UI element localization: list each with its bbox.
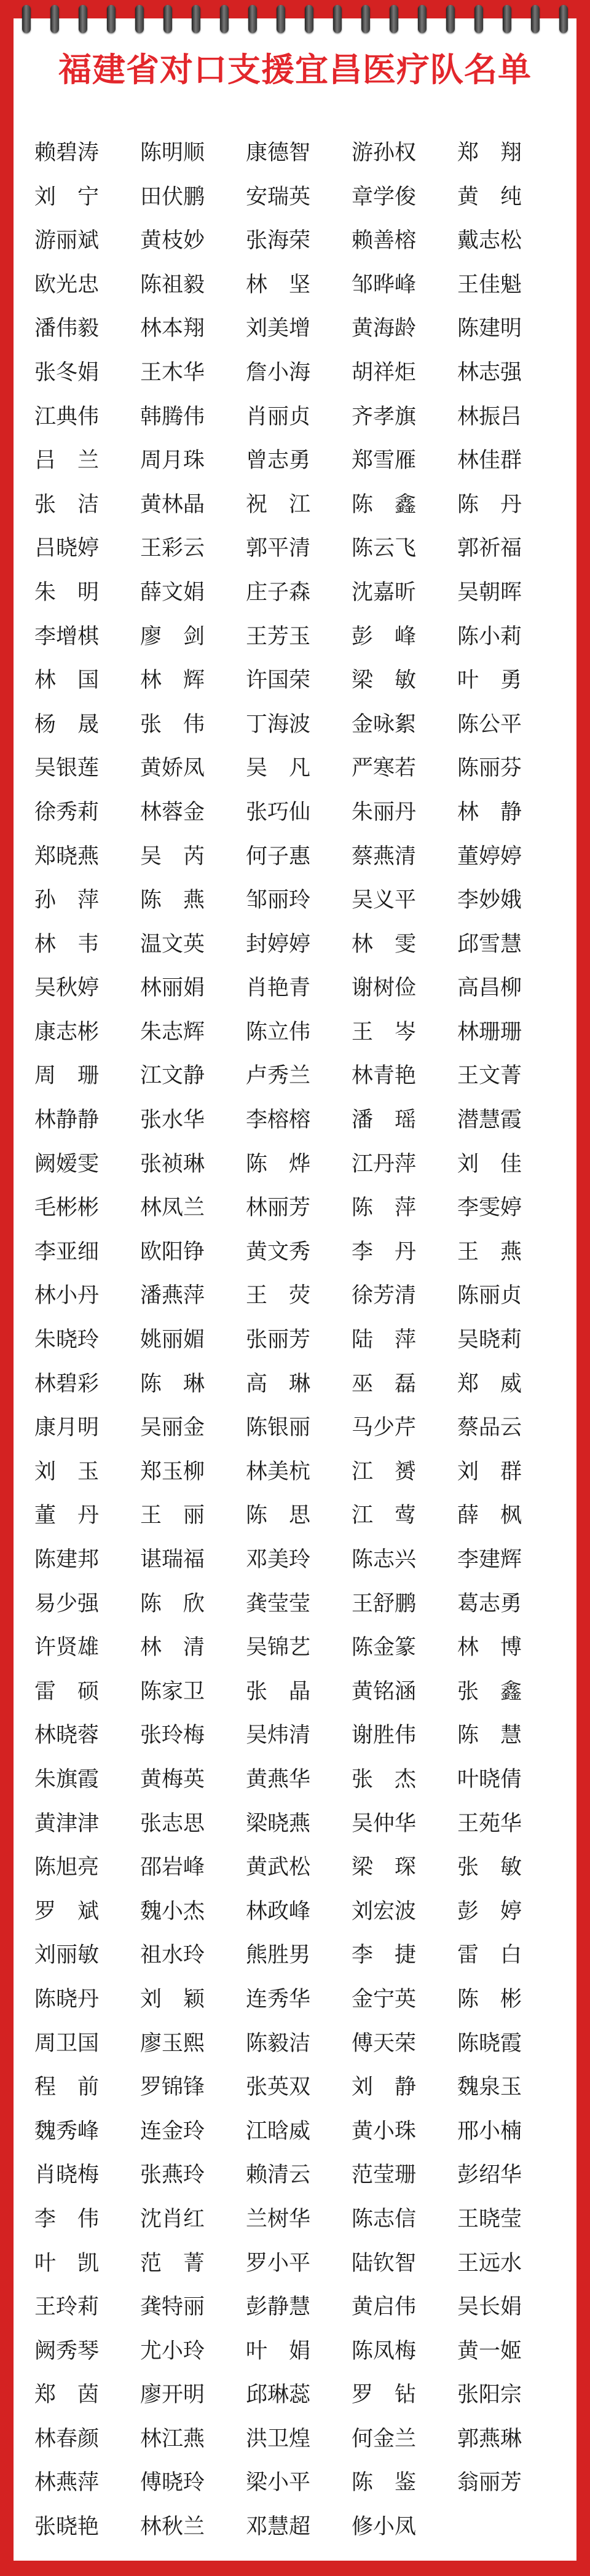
name-entry: 王远水 bbox=[457, 2251, 522, 2276]
name-entry: 陈晓丹 bbox=[34, 1986, 100, 2012]
name-entry: 廖剑 bbox=[140, 624, 227, 649]
name-entry: 张晓艳 bbox=[34, 2515, 100, 2540]
spiral-ring bbox=[248, 5, 257, 33]
name-entry: 周卫国 bbox=[34, 2031, 100, 2056]
name-entry: 杨晟 bbox=[34, 712, 121, 737]
name-entry: 龚特丽 bbox=[140, 2295, 205, 2320]
name-entry: 刘颖 bbox=[140, 1986, 227, 2012]
name-entry: 彭绍华 bbox=[457, 2163, 522, 2188]
name-entry: 吴芮 bbox=[140, 844, 227, 869]
name-entry: 郭祈福 bbox=[457, 536, 522, 561]
name-entry: 欧阳铮 bbox=[140, 1239, 205, 1264]
name-entry: 黄武松 bbox=[246, 1855, 311, 1880]
name-grid bbox=[34, 131, 563, 2550]
name-entry: 陈烨 bbox=[246, 1151, 332, 1177]
name-entry: 陈丽芬 bbox=[457, 756, 522, 781]
name-entry: 张洁 bbox=[34, 492, 121, 517]
name-entry: 范菁 bbox=[140, 2251, 227, 2276]
name-entry: 张水华 bbox=[140, 1108, 205, 1133]
name-entry: 沈肖红 bbox=[140, 2206, 205, 2232]
name-entry: 陈明顺 bbox=[140, 141, 205, 165]
name-entry: 康志彬 bbox=[34, 1019, 100, 1045]
name-list-sheet bbox=[14, 18, 576, 2561]
name-entry: 金宁英 bbox=[352, 1986, 417, 2012]
name-entry: 姚丽媚 bbox=[140, 1328, 205, 1353]
name-entry: 王舒鹏 bbox=[352, 1591, 417, 1616]
name-entry: 林静静 bbox=[34, 1108, 100, 1133]
name-entry: 龚莹莹 bbox=[246, 1591, 311, 1616]
name-entry: 陈鑫 bbox=[352, 492, 438, 517]
name-entry: 李妙娥 bbox=[457, 888, 522, 913]
name-entry: 张巧仙 bbox=[246, 800, 311, 825]
name-entry: 魏小杰 bbox=[140, 1899, 205, 1924]
name-entry: 谢胜伟 bbox=[352, 1723, 417, 1748]
name-entry: 许国荣 bbox=[246, 668, 311, 693]
spiral-ring bbox=[361, 5, 370, 33]
name-entry: 叶娟 bbox=[246, 2338, 332, 2364]
name-entry: 陈金篆 bbox=[352, 1635, 417, 1660]
name-entry: 雷硕 bbox=[34, 1679, 121, 1704]
name-entry: 毛彬彬 bbox=[34, 1196, 100, 1221]
name-entry: 赖碧涛 bbox=[34, 141, 100, 165]
spiral-ring bbox=[474, 5, 483, 33]
name-entry: 梁晓燕 bbox=[246, 1811, 311, 1836]
name-entry: 彭婷 bbox=[457, 1899, 544, 1924]
name-entry: 游孙权 bbox=[352, 141, 417, 165]
name-entry: 薛枫 bbox=[457, 1503, 544, 1528]
name-entry: 许贤雄 bbox=[34, 1635, 100, 1660]
spiral-ring bbox=[277, 5, 285, 33]
name-entry: 王木华 bbox=[140, 360, 205, 385]
name-entry: 罗小平 bbox=[246, 2251, 311, 2276]
name-entry: 朱晓玲 bbox=[34, 1328, 100, 1353]
name-entry: 陆钦智 bbox=[352, 2251, 417, 2276]
name-entry: 张鑫 bbox=[457, 1679, 544, 1704]
name-entry: 吕晓婷 bbox=[34, 536, 100, 561]
name-entry: 郑玉柳 bbox=[140, 1459, 205, 1484]
name-entry: 王玲莉 bbox=[34, 2295, 100, 2320]
name-entry: 罗锦锋 bbox=[140, 2075, 205, 2100]
name-entry: 朱志辉 bbox=[140, 1019, 205, 1045]
name-entry: 陈萍 bbox=[352, 1196, 438, 1221]
name-entry: 周珊 bbox=[34, 1064, 121, 1089]
name-entry: 易少强 bbox=[34, 1591, 100, 1616]
name-entry: 胡祥炬 bbox=[352, 360, 417, 385]
name-entry: 江文静 bbox=[140, 1064, 205, 1089]
name-entry: 李增棋 bbox=[34, 624, 100, 649]
spiral-binding bbox=[0, 0, 590, 37]
name-entry: 康德智 bbox=[246, 141, 311, 165]
name-entry: 林春颜 bbox=[34, 2426, 100, 2451]
name-entry: 张英双 bbox=[246, 2075, 311, 2100]
name-entry: 廖开明 bbox=[140, 2383, 205, 2408]
name-entry: 温文英 bbox=[140, 932, 205, 957]
name-entry: 叶晓倩 bbox=[457, 1767, 522, 1792]
name-entry: 陈建明 bbox=[457, 316, 522, 341]
name-entry: 林江燕 bbox=[140, 2426, 205, 2451]
name-entry: 陈凤梅 bbox=[352, 2338, 417, 2364]
name-entry: 张晶 bbox=[246, 1679, 332, 1704]
name-entry: 黄娇凤 bbox=[140, 756, 205, 781]
name-entry: 张燕玲 bbox=[140, 2163, 205, 2188]
name-entry: 赖善榕 bbox=[352, 228, 417, 254]
name-entry: 林国 bbox=[34, 668, 121, 693]
name-entry: 潘伟毅 bbox=[34, 316, 100, 341]
name-entry: 王芳玉 bbox=[246, 624, 311, 649]
name-entry: 黄梅英 bbox=[140, 1767, 205, 1792]
name-entry: 陈旭亮 bbox=[34, 1855, 100, 1880]
name-entry: 蔡燕清 bbox=[352, 844, 417, 869]
name-entry: 肖艳青 bbox=[246, 976, 311, 1001]
name-entry: 庄子森 bbox=[246, 580, 311, 605]
name-entry: 陈志兴 bbox=[352, 1547, 417, 1572]
name-entry: 巫磊 bbox=[352, 1371, 438, 1396]
name-entry: 陈家卫 bbox=[140, 1679, 205, 1704]
name-entry: 林志强 bbox=[457, 360, 522, 385]
name-entry: 吴炜清 bbox=[246, 1723, 311, 1748]
name-entry: 黄津津 bbox=[34, 1811, 100, 1836]
name-entry: 吴晓莉 bbox=[457, 1328, 522, 1353]
name-entry: 林政峰 bbox=[246, 1899, 311, 1924]
name-entry: 肖晓梅 bbox=[34, 2163, 100, 2188]
name-entry: 吴丽金 bbox=[140, 1415, 205, 1441]
name-entry: 齐孝旗 bbox=[352, 404, 417, 429]
name-entry: 游丽斌 bbox=[34, 228, 100, 254]
name-entry: 邓慧超 bbox=[246, 2515, 311, 2540]
name-entry: 高昌柳 bbox=[457, 976, 522, 1001]
name-entry: 周月珠 bbox=[140, 448, 205, 473]
name-entry: 陈燕 bbox=[140, 888, 227, 913]
spiral-ring bbox=[531, 5, 540, 33]
name-entry: 陈毅洁 bbox=[246, 2031, 311, 2056]
name-entry: 朱旗霞 bbox=[34, 1767, 100, 1792]
name-entry: 林燕萍 bbox=[34, 2470, 100, 2496]
name-entry: 傅天荣 bbox=[352, 2031, 417, 2056]
name-entry: 金咏絮 bbox=[352, 712, 417, 737]
name-entry: 郑威 bbox=[457, 1371, 544, 1396]
name-entry: 朱明 bbox=[34, 580, 121, 605]
name-entry: 林清 bbox=[140, 1635, 227, 1660]
name-entry: 彭峰 bbox=[352, 624, 438, 649]
name-entry: 叶勇 bbox=[457, 668, 544, 693]
name-entry: 陈志信 bbox=[352, 2206, 417, 2232]
name-entry: 张冬娟 bbox=[34, 360, 100, 385]
name-entry: 李伟 bbox=[34, 2206, 121, 2232]
name-entry: 修小凤 bbox=[352, 2515, 417, 2540]
name-entry: 李建辉 bbox=[457, 1547, 522, 1572]
name-entry: 阙嫒雯 bbox=[34, 1151, 100, 1177]
name-entry: 黄燕华 bbox=[246, 1767, 311, 1792]
name-entry: 王佳魁 bbox=[457, 272, 522, 297]
name-entry: 曾志勇 bbox=[246, 448, 311, 473]
name-entry: 王荧 bbox=[246, 1283, 332, 1309]
page-title: 福建省对口支援宜昌医疗队名单 bbox=[58, 50, 532, 89]
name-entry: 刘玉 bbox=[34, 1459, 121, 1484]
name-entry: 邹晔峰 bbox=[352, 272, 417, 297]
spiral-ring bbox=[220, 5, 229, 33]
name-entry: 董婷婷 bbox=[457, 844, 522, 869]
name-entry: 梁小平 bbox=[246, 2470, 311, 2496]
spiral-ring bbox=[135, 5, 144, 33]
name-entry: 刘群 bbox=[457, 1459, 544, 1484]
name-entry: 林青艳 bbox=[352, 1064, 417, 1089]
name-entry: 江莺 bbox=[352, 1503, 438, 1528]
name-entry: 黄枝妙 bbox=[140, 228, 205, 254]
name-entry: 陈欣 bbox=[140, 1591, 227, 1616]
name-entry: 江晗威 bbox=[246, 2119, 311, 2144]
name-entry: 邢小楠 bbox=[457, 2119, 522, 2144]
name-entry: 肖丽贞 bbox=[246, 404, 311, 429]
name-entry: 尤小玲 bbox=[140, 2338, 205, 2364]
name-entry: 魏泉玉 bbox=[457, 2075, 522, 2100]
name-entry: 吴长娟 bbox=[457, 2295, 522, 2320]
name-entry: 叶凯 bbox=[34, 2251, 121, 2276]
name-entry: 王丽 bbox=[140, 1503, 227, 1528]
name-entry: 邵岩峰 bbox=[140, 1855, 205, 1880]
name-entry: 张丽芳 bbox=[246, 1328, 311, 1353]
name-entry: 兰树华 bbox=[246, 2206, 311, 2232]
name-entry: 祝江 bbox=[246, 492, 332, 517]
name-entry: 黄文秀 bbox=[246, 1239, 311, 1264]
name-entry: 陈公平 bbox=[457, 712, 522, 737]
name-entry: 林晓蓉 bbox=[34, 1723, 100, 1748]
name-entry: 高琳 bbox=[246, 1371, 332, 1396]
name-entry: 傅晓玲 bbox=[140, 2470, 205, 2496]
name-entry: 陈祖毅 bbox=[140, 272, 205, 297]
name-entry: 陈琳 bbox=[140, 1371, 227, 1396]
name-entry: 林博 bbox=[457, 1635, 544, 1660]
name-entry: 刘佳 bbox=[457, 1151, 544, 1177]
name-entry: 江赟 bbox=[352, 1459, 438, 1484]
name-entry: 王岑 bbox=[352, 1019, 438, 1045]
name-entry: 陈丹 bbox=[457, 492, 544, 517]
name-entry: 马少芹 bbox=[352, 1415, 417, 1441]
name-entry: 康月明 bbox=[34, 1415, 100, 1441]
name-entry: 江典伟 bbox=[34, 404, 100, 429]
name-entry: 林静 bbox=[457, 800, 544, 825]
name-entry: 刘美增 bbox=[246, 316, 311, 341]
name-entry: 欧光忠 bbox=[34, 272, 100, 297]
spiral-ring bbox=[305, 5, 313, 33]
name-entry: 郑雪雁 bbox=[352, 448, 417, 473]
name-entry: 林辉 bbox=[140, 668, 227, 693]
name-entry: 林韦 bbox=[34, 932, 121, 957]
name-entry: 林美杭 bbox=[246, 1459, 311, 1484]
name-entry: 戴志松 bbox=[457, 228, 522, 254]
name-entry: 吴锦艺 bbox=[246, 1635, 311, 1660]
name-entry: 王燕 bbox=[457, 1239, 544, 1264]
spiral-ring bbox=[418, 5, 427, 33]
name-entry: 吴凡 bbox=[246, 756, 332, 781]
name-entry: 黄一姬 bbox=[457, 2338, 522, 2364]
name-entry: 邹丽玲 bbox=[246, 888, 311, 913]
spiral-ring bbox=[446, 5, 455, 33]
name-entry: 梁敏 bbox=[352, 668, 438, 693]
name-entry: 刘宏波 bbox=[352, 1899, 417, 1924]
name-entry: 韩腾伟 bbox=[140, 404, 205, 429]
name-entry: 廖玉熙 bbox=[140, 2031, 205, 2056]
name-entry: 潘瑶 bbox=[352, 1108, 438, 1133]
name-entry: 林碧彩 bbox=[34, 1371, 100, 1396]
name-entry: 黄启伟 bbox=[352, 2295, 417, 2320]
name-entry: 沈嘉昕 bbox=[352, 580, 417, 605]
name-entry: 薛文娟 bbox=[140, 580, 205, 605]
name-entry: 吴仲华 bbox=[352, 1811, 417, 1836]
name-entry: 林丽娟 bbox=[140, 976, 205, 1001]
name-entry: 丁海波 bbox=[246, 712, 311, 737]
name-entry: 赖清云 bbox=[246, 2163, 311, 2188]
name-entry: 黄海龄 bbox=[352, 316, 417, 341]
name-entry: 林丽芳 bbox=[246, 1196, 311, 1221]
spiral-ring bbox=[163, 5, 172, 33]
name-entry: 李亚细 bbox=[34, 1239, 100, 1264]
name-entry: 徐秀莉 bbox=[34, 800, 100, 825]
name-entry: 林珊珊 bbox=[457, 1019, 522, 1045]
name-entry: 郭平清 bbox=[246, 536, 311, 561]
name-entry: 朱丽丹 bbox=[352, 800, 417, 825]
name-entry: 连秀华 bbox=[246, 1986, 311, 2012]
name-entry: 李丹 bbox=[352, 1239, 438, 1264]
name-entry: 邱雪慧 bbox=[457, 932, 522, 957]
name-entry: 林蓉金 bbox=[140, 800, 205, 825]
name-entry: 王晓莹 bbox=[457, 2206, 522, 2232]
name-entry: 潜慧霞 bbox=[457, 1108, 522, 1133]
name-entry: 魏秀峰 bbox=[34, 2119, 100, 2144]
spiral-ring bbox=[503, 5, 511, 33]
name-entry: 黄小珠 bbox=[352, 2119, 417, 2144]
name-entry: 林佳群 bbox=[457, 448, 522, 473]
name-entry: 刘宁 bbox=[34, 184, 121, 209]
name-entry: 葛志勇 bbox=[457, 1591, 522, 1616]
name-entry: 吕兰 bbox=[34, 448, 121, 473]
name-entry: 张海荣 bbox=[246, 228, 311, 254]
name-entry: 林坚 bbox=[246, 272, 332, 297]
name-entry: 李雯婷 bbox=[457, 1196, 522, 1221]
spiral-ring bbox=[50, 5, 59, 33]
name-entry: 洪卫煌 bbox=[246, 2426, 311, 2451]
name-entry: 陈建邦 bbox=[34, 1547, 100, 1572]
name-entry: 陈鉴 bbox=[352, 2470, 438, 2496]
name-entry: 王苑华 bbox=[457, 1811, 522, 1836]
name-entry: 吴朝晖 bbox=[457, 580, 522, 605]
name-entry: 张志思 bbox=[140, 1811, 205, 1836]
name-entry: 孙萍 bbox=[34, 888, 121, 913]
name-entry: 熊胜男 bbox=[246, 1943, 311, 1968]
name-entry: 陈小莉 bbox=[457, 624, 522, 649]
name-entry: 陈云飞 bbox=[352, 536, 417, 561]
spiral-ring bbox=[390, 5, 398, 33]
name-entry: 吴义平 bbox=[352, 888, 417, 913]
name-entry: 董丹 bbox=[34, 1503, 121, 1528]
name-entry: 刘丽敏 bbox=[34, 1943, 100, 1968]
name-entry: 陈银丽 bbox=[246, 1415, 311, 1441]
name-entry: 封婷婷 bbox=[246, 932, 311, 957]
name-entry: 李榕榕 bbox=[246, 1108, 311, 1133]
spiral-ring bbox=[79, 5, 87, 33]
name-entry: 王文菁 bbox=[457, 1064, 522, 1089]
name-entry: 谌瑞福 bbox=[140, 1547, 205, 1572]
name-entry: 谢树俭 bbox=[352, 976, 417, 1001]
name-entry: 陈立伟 bbox=[246, 1019, 311, 1045]
name-entry: 严寒若 bbox=[352, 756, 417, 781]
name-entry: 郭燕琳 bbox=[457, 2426, 522, 2451]
name-entry: 郑晓燕 bbox=[34, 844, 100, 869]
name-entry: 连金玲 bbox=[140, 2119, 205, 2144]
name-entry: 陈思 bbox=[246, 1503, 332, 1528]
name-entry: 黄纯 bbox=[457, 184, 544, 209]
name-entry: 田伏鹏 bbox=[140, 184, 205, 209]
name-entry: 林雯 bbox=[352, 932, 438, 957]
name-entry: 张伟 bbox=[140, 712, 227, 737]
name-entry: 林小丹 bbox=[34, 1283, 100, 1309]
name-entry: 李捷 bbox=[352, 1943, 438, 1968]
name-entry: 郑茵 bbox=[34, 2383, 121, 2408]
name-entry: 程前 bbox=[34, 2075, 121, 2100]
name-entry: 祖水玲 bbox=[140, 1943, 205, 1968]
name-entry: 张玲梅 bbox=[140, 1723, 205, 1748]
name-entry: 陈彬 bbox=[457, 1986, 544, 2012]
name-entry: 王彩云 bbox=[140, 536, 205, 561]
name-entry: 江丹萍 bbox=[352, 1151, 417, 1177]
name-entry: 徐芳清 bbox=[352, 1283, 417, 1309]
name-entry: 黄林晶 bbox=[140, 492, 205, 517]
name-entry: 黄铭涵 bbox=[352, 1679, 417, 1704]
name-entry: 刘静 bbox=[352, 2075, 438, 2100]
name-entry: 罗钻 bbox=[352, 2383, 438, 2408]
name-entry: 陈晓霞 bbox=[457, 2031, 522, 2056]
name-entry: 郑翔 bbox=[457, 141, 544, 165]
name-entry: 吴秋婷 bbox=[34, 976, 100, 1001]
name-entry: 林凤兰 bbox=[140, 1196, 205, 1221]
name-entry: 卢秀兰 bbox=[246, 1064, 311, 1089]
name-entry: 何子惠 bbox=[246, 844, 311, 869]
name-entry: 翁丽芳 bbox=[457, 2470, 522, 2496]
name-entry: 邱琳蕊 bbox=[246, 2383, 311, 2408]
name-entry: 梁琛 bbox=[352, 1855, 438, 1880]
name-entry: 安瑞英 bbox=[246, 184, 311, 209]
spiral-ring bbox=[559, 5, 568, 33]
name-entry: 章学俊 bbox=[352, 184, 417, 209]
name-entry: 詹小海 bbox=[246, 360, 311, 385]
name-entry: 林秋兰 bbox=[140, 2515, 205, 2540]
name-entry: 张敏 bbox=[457, 1855, 544, 1880]
name-entry: 陈慧 bbox=[457, 1723, 544, 1748]
name-entry: 阙秀琴 bbox=[34, 2338, 100, 2364]
name-entry: 范莹珊 bbox=[352, 2163, 417, 2188]
name-entry: 张阳宗 bbox=[457, 2383, 522, 2408]
spiral-ring bbox=[192, 5, 200, 33]
spiral-ring bbox=[22, 5, 31, 33]
name-entry: 罗斌 bbox=[34, 1899, 121, 1924]
name-entry: 林本翔 bbox=[140, 316, 205, 341]
name-entry: 张祯琳 bbox=[140, 1151, 205, 1177]
name-entry: 何金兰 bbox=[352, 2426, 417, 2451]
name-entry: 彭静慧 bbox=[246, 2295, 311, 2320]
name-entry: 雷白 bbox=[457, 1943, 544, 1968]
name-entry: 陈丽贞 bbox=[457, 1283, 522, 1309]
name-entry: 邓美玲 bbox=[246, 1547, 311, 1572]
name-entry: 吴银莲 bbox=[34, 756, 100, 781]
spiral-ring bbox=[333, 5, 342, 33]
name-entry: 张杰 bbox=[352, 1767, 438, 1792]
name-entry: 陆萍 bbox=[352, 1328, 438, 1353]
name-entry: 林振吕 bbox=[457, 404, 522, 429]
name-entry: 潘燕萍 bbox=[140, 1283, 205, 1309]
spiral-ring bbox=[107, 5, 116, 33]
name-entry: 蔡品云 bbox=[457, 1415, 522, 1441]
